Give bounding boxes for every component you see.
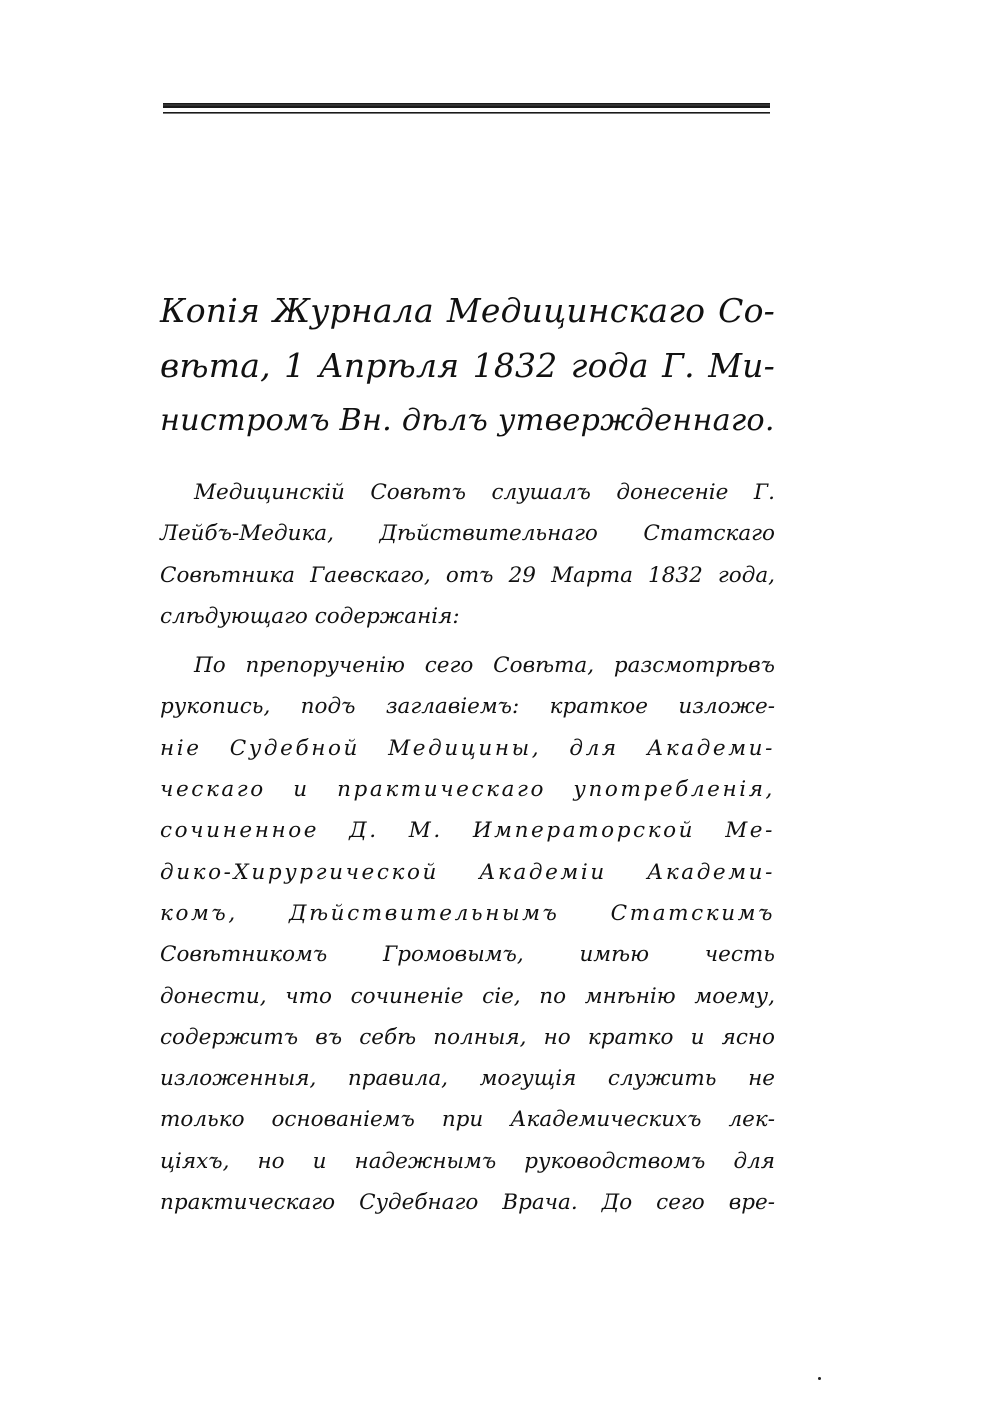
text-line: ніе Судебной Медицины, для Академи- [160, 735, 775, 761]
title-line: вѣта, 1 Апрѣля 1832 года Г. Ми- [160, 346, 775, 385]
title-line: нистромъ Вн. дѣлъ утвержденнаго. [160, 403, 775, 438]
paragraph-council-report [160, 472, 775, 637]
text-line: донести, что сочиненіе сіе, по мнѣнію моему, [160, 983, 775, 1009]
body-text [160, 472, 775, 1223]
text-line: изложенныя, правила, могущія служить не [160, 1066, 775, 1092]
text-line: дико-Хирургической Академіи Академи- [160, 859, 775, 885]
text-line: содержитъ въ себѣ полныя, но кратко и ясно [160, 1024, 775, 1050]
text-line: только основаніемъ при Академическихъ лек- [160, 1107, 775, 1133]
paragraph-review [160, 645, 775, 1223]
text-line: сочиненное Д. М. Императорской Ме- [160, 818, 775, 844]
text-line: По препорученію сего Совѣта, разсмотрѣвъ [194, 653, 775, 679]
text-line: Медицинскій Совѣтъ слушалъ донесеніе Г. [194, 480, 775, 505]
ornamental-rule [163, 100, 770, 120]
text-line: рукопись, подъ заглавіемъ: краткое изложе- [160, 694, 775, 720]
text-line: ческаго и практическаго употребленія, [160, 777, 775, 803]
text-line: практическаго Судебнаго Врача. До сего вре- [160, 1190, 775, 1216]
document-title [160, 283, 775, 448]
title-line: Копія Журнала Медицинскаго Со- [160, 291, 775, 330]
scan-speck [818, 1377, 821, 1380]
text-line: слѣдующаго содержанія: [160, 603, 460, 629]
text-line: Совѣтника Гаевскаго, отъ 29 Марта 1832 года, [160, 562, 775, 588]
text-line: комъ, Дѣйствительнымъ Статскимъ [160, 900, 775, 926]
text-line: Совѣтникомъ Громовымъ, имѣю честь [160, 942, 775, 968]
text-line: ціяхъ, но и надежнымъ руководствомъ для [160, 1148, 775, 1174]
text-line: Лейбъ-Медика, Дѣйствительнаго Статскаго [160, 521, 775, 547]
